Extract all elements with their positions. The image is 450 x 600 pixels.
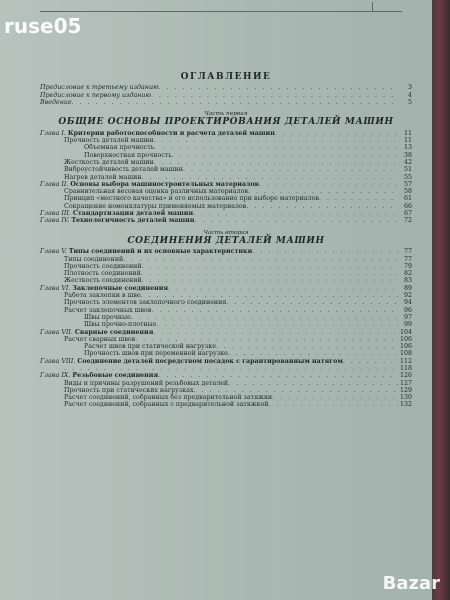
toc-entry [40,307,412,314]
toc-entry [40,256,412,263]
part1-list [40,130,412,225]
page-number: 57 [403,180,412,188]
chapter-number: Глава IV. [40,217,70,225]
toc-entry-text: Виброустойчивость деталей машин [64,166,183,174]
toc-entry [40,336,412,343]
toc-entry-text: Плотность соединений [64,270,141,278]
toc-entry [40,314,412,321]
leader-dots [72,99,398,106]
toc-entry [40,137,412,144]
chapter-number: Глава IX. [40,372,71,380]
leader-dots [259,181,398,188]
toc-entry-text: Виды и причины разрушений резьбовых деталей [64,379,229,387]
page-number: 118 [399,364,412,372]
leader-dots [151,92,398,99]
toc-entry-text: Расчет заклепочных швов [64,306,152,314]
toc-entry [40,203,412,210]
watermark-logo-bottom: Bazar [382,573,440,594]
page-number: 3 [407,84,412,92]
toc-entry-text: Швы прочные [84,313,131,321]
chapter-number: Глава VII. [40,328,73,336]
chapter-number: Глава III. [40,210,71,218]
page-number: 4 [407,91,412,99]
page-number: 132 [399,401,412,409]
page-number: 5 [407,98,412,106]
top-rule [40,11,402,12]
leader-dots [156,321,398,328]
toc-entry [40,285,412,292]
page-number: 126 [399,372,412,380]
toc-entry [40,350,412,357]
leader-dots [228,350,398,357]
leader-dots [131,314,398,321]
toc-entry [40,144,412,151]
page-number: 72 [403,217,412,225]
leader-dots [194,217,398,224]
toc-entry [40,299,412,306]
table-of-contents [40,74,412,409]
toc-entry [40,365,412,372]
page-number: 106 [399,335,412,343]
page-number: 112 [399,357,412,365]
leader-dots [123,256,398,263]
page-number: 130 [399,394,412,402]
page-number: 66 [403,202,412,210]
leader-dots [159,84,398,91]
toc-entry [40,401,412,408]
toc-entry-text: Жесткость деталей машин [64,158,154,166]
leader-dots [142,277,398,284]
toc-entry-text: Соединение деталей посредством посадок с гарантированным натягом [77,357,343,365]
toc-entry [40,181,412,188]
book-spine [432,0,450,600]
leader-dots [154,159,398,166]
toc-entry [40,270,412,277]
page-number: 13 [403,144,412,152]
toc-entry-text: Жесткость соединений [64,277,142,285]
toc-entry [40,99,412,106]
chapter-number: Глава VIII. [40,357,76,365]
toc-entry [40,394,412,401]
toc-entry-text: Объемная прочность [84,144,155,152]
top-rule-tick [372,2,373,12]
page-number: 89 [403,284,412,292]
toc-entry-text: Нагрев деталей машин [64,173,142,181]
toc-entry-text: Основы выбора машиностроительных материалов [70,180,260,188]
toc-entry [40,166,412,173]
leader-dots [168,285,398,292]
part2-list [40,248,412,409]
leader-dots [153,329,398,336]
toc-entry [40,152,412,159]
toc-entry-text: Предисловие к первому изданию [40,91,151,99]
toc-entry [40,188,412,195]
leader-dots [151,307,398,314]
page-number: 58 [403,188,412,196]
toc-entry [40,217,412,224]
leader-dots [154,137,398,144]
page-number: 38 [403,151,412,159]
page-number: 97 [403,313,412,321]
toc-entry-text: Прочность при статических нагрузках [64,386,194,394]
chapter-number: Глава II. [40,180,69,188]
toc-entry [40,343,412,350]
page-number: 61 [403,195,412,203]
leader-dots [142,174,398,181]
page-number: 77 [403,248,412,256]
part2-label: Часть вторая [203,229,249,236]
page-number: 127 [399,379,412,387]
toc-entry-text: Типы соединений и их основные характеристики [68,248,253,256]
toc-entry-text: Введение [40,98,72,106]
toc-entry [40,277,412,284]
leader-dots [183,166,398,173]
page-number: 106 [399,343,412,351]
toc-entry-text: Типы соединений [64,255,124,263]
toc-entry [40,248,412,255]
leader-dots [228,380,398,387]
leader-dots [246,203,398,210]
toc-entry-text: Сравнительная весовая оценка различных материалов [64,188,248,196]
leader-dots [141,292,398,299]
leader-dots [268,401,398,408]
page-number: 79 [403,262,412,270]
toc-entry [40,372,412,379]
toc-entry-text: Швы прочно-плотные [84,321,157,329]
chapter-number: Глава V. [40,248,67,256]
page-number: 11 [403,129,412,137]
toc-entry-text: Сварные соединения [74,328,154,336]
page-number: 96 [403,306,412,314]
toc-entry-text: Расчет соединений, собранных без предварительной затяжки [64,394,273,402]
toc-entry [40,329,412,336]
leader-dots [193,210,398,217]
chapter-number: Глава VI. [40,284,71,292]
chapter-number: Глава I. [40,129,66,137]
toc-entry [40,84,412,91]
toc-entry-text: Резьбовые соединения [72,372,159,380]
leader-dots [248,188,398,195]
page-number: 108 [399,350,412,358]
toc-entry [40,321,412,328]
page-number: 51 [403,166,412,174]
toc-entry [40,130,412,137]
page-number: 55 [403,173,412,181]
leader-dots [141,270,398,277]
leader-dots [194,387,398,394]
toc-entry-text: Сокращение номенклатуры применяемых материалов [64,202,247,210]
toc-entry [40,210,412,217]
toc-entry [40,159,412,166]
toc-entry-text: Прочность соединений [64,262,142,270]
page-number: 92 [403,292,412,300]
toc-entry-text: Расчет сварных швов [64,335,136,343]
part1-title: ОБЩИЕ ОСНОВЫ ПРОЕКТИРОВАНИЯ ДЕТАЛЕЙ МАШИН [58,117,394,128]
toc-entry [40,195,412,202]
page-number: 99 [403,321,412,329]
front-matter-list [40,84,412,106]
page-number: 104 [399,328,412,336]
toc-entry-text: Технологичность деталей машин [71,217,195,225]
part2-title: СОЕДИНЕНИЯ ДЕТАЛЕЙ МАШИН [127,235,325,246]
leader-dots [343,358,398,365]
toc-entry-text: Расчет соединений, собранных с предварительной затяжкой [64,401,269,409]
page-number: 83 [403,277,412,285]
toc-entry [40,380,412,387]
toc-entry-text: Прочность швов при переменной нагрузке [84,350,228,358]
page-number: 129 [399,386,412,394]
leader-dots [216,343,398,350]
part1-label: Часть первая [204,111,248,118]
toc-entry-text: Принцип «местного качества» и его использование при выборе материалов [64,195,319,203]
leader-dots [158,372,398,379]
leader-dots [252,248,398,255]
toc-entry [40,358,412,365]
toc-entry-text: Прочность элементов заклепочного соединения [64,299,227,307]
leader-dots [154,144,398,151]
toc-entry-text: Расчет швов при статической нагрузке [84,343,216,351]
toc-entry-text: Предисловие к третьему изданию [40,84,159,92]
page-number: 77 [403,255,412,263]
toc-entry [40,387,412,394]
toc-entry [40,263,412,270]
page-number: 82 [403,270,412,278]
toc-entry [40,174,412,181]
toc-entry [40,292,412,299]
page-number: 42 [403,158,412,166]
toc-entry-text: Заклепочные соединения [72,284,169,292]
page-number: 67 [403,210,412,218]
leader-dots [275,130,398,137]
page-number: 11 [403,137,412,145]
leader-dots [272,394,398,401]
leader-dots [135,336,398,343]
leader-dots [64,365,398,372]
toc-entry-text: Прочность деталей машин [64,137,154,145]
toc-entry-text: Работа заклепки в шве [64,292,141,300]
toc-entry-text: Критерии работоспособности и расчета деталей машин [67,129,275,137]
leader-dots [172,152,398,159]
leader-dots [142,263,398,270]
page-number: 94 [403,299,412,307]
toc-entry-text: Поверхностная прочность [84,151,172,159]
toc-entry-text: Стандартизация деталей машин [72,210,194,218]
watermark-logo-top: ruse05 [4,14,82,38]
toc-title: ОГЛАВЛЕНИЕ [180,72,272,82]
leader-dots [226,299,398,306]
leader-dots [319,195,398,202]
toc-entry [40,92,412,99]
